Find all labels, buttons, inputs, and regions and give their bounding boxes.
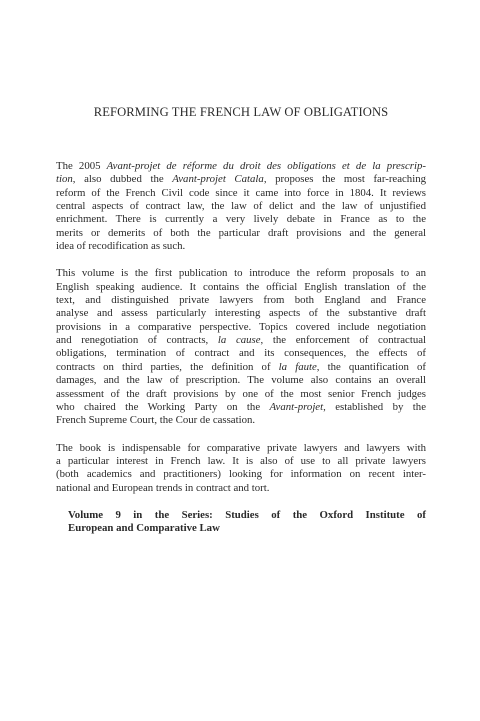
text-run: Volume 9 in the Series: Studies of the Oxford Institute of — [68, 508, 426, 521]
text-run: and renegotiation of contracts, — [56, 334, 218, 347]
text-run: text, and distinguished private lawyers from both England and France — [56, 294, 426, 307]
text-run: European and Comparative Law — [68, 522, 220, 535]
paragraph — [56, 160, 426, 253]
paragraphs — [56, 160, 426, 495]
text-line — [56, 414, 426, 427]
text-run: (both academics and practitioners) looking for information on recent inter- — [56, 468, 426, 481]
text-run: central aspects of contract law, the law of delict and the law of unjustified — [56, 200, 426, 213]
text-run: English speaking audience. It contains the official English translation of the — [56, 280, 426, 293]
text-line — [56, 227, 426, 240]
text-line — [56, 482, 426, 495]
paragraph — [56, 442, 426, 495]
text-run: , established by the — [323, 400, 427, 413]
text-line — [56, 455, 426, 468]
text-run: obligations, termination of contract and its consequences, the effects of — [56, 347, 426, 360]
text-line — [56, 334, 426, 347]
text-line — [56, 307, 426, 320]
text-line — [56, 442, 426, 455]
text-line — [56, 267, 426, 280]
text-run: a particular interest in French law. It is also of use to all private lawyers — [56, 454, 426, 467]
text-run: merits or demerits of both the particular draft provisions and the general — [56, 226, 426, 239]
text-run: idea of recodification as such. — [56, 240, 186, 253]
text-line — [68, 522, 426, 535]
italic-run: Avant-projet — [269, 400, 324, 413]
text-line — [56, 200, 426, 213]
text-run: reform of the French Civil code since it came into force in 1804. It reviews — [56, 186, 426, 199]
text-line — [56, 347, 426, 360]
page-title: REFORMING THE FRENCH LAW OF OBLIGATIONS — [93, 105, 389, 119]
text-line — [56, 294, 426, 307]
text-run: provisions in a comparative perspective. Topics covered include negotiation — [56, 320, 426, 333]
text-line — [56, 468, 426, 481]
text-line — [56, 187, 426, 200]
italic-run: Avant-projet Catala — [172, 173, 264, 186]
paragraph — [56, 267, 426, 427]
text-line — [56, 240, 426, 253]
italic-run: la faute — [278, 360, 317, 373]
text-run: damages, and the law of prescription. The volume also contains an overall — [56, 374, 426, 387]
text-run: , proposes the most far-reaching — [263, 173, 426, 186]
text-run: , the quantification of — [316, 360, 426, 373]
text-run: The book is indispensable for comparative private lawyers and lawyers with — [56, 441, 426, 454]
text-run: who chaired the Working Party on the — [56, 400, 270, 413]
body-text — [56, 160, 426, 536]
text-run: This volume is the first publication to introduce the reform proposals to an — [56, 267, 426, 280]
text-run: national and European trends in contract and tort. — [56, 481, 270, 494]
text-line — [56, 388, 426, 401]
text-line — [56, 374, 426, 387]
text-line — [56, 401, 426, 414]
italic-run: tion — [56, 173, 73, 186]
text-run: French Supreme Court, the Cour de cassation. — [56, 414, 256, 427]
italic-run: la cause — [217, 334, 261, 347]
text-line — [56, 281, 426, 294]
text-line — [68, 509, 426, 522]
series-note — [68, 509, 426, 536]
page — [56, 0, 426, 721]
text-line — [56, 321, 426, 334]
text-run: contracts on third parties, the definition of — [56, 360, 279, 373]
italic-run: Avant-projet de réforme du droit des obligations et de la prescrip- — [106, 160, 426, 172]
text-run: analyse and assess particularly interesting aspects of the substantive draft — [56, 307, 426, 320]
text-line — [56, 361, 426, 374]
text-run: The 2005 — [56, 160, 107, 172]
text-run: , also dubbed the — [72, 173, 173, 186]
text-run: , the enforcement of contractual — [260, 334, 427, 347]
text-run: assessment of the draft provisions by one of the most senior French judges — [56, 387, 426, 400]
text-line — [56, 173, 426, 186]
text-run: enrichment. There is currently a very lively debate in France as to the — [56, 213, 426, 226]
text-line — [56, 213, 426, 226]
text-line — [56, 160, 426, 173]
